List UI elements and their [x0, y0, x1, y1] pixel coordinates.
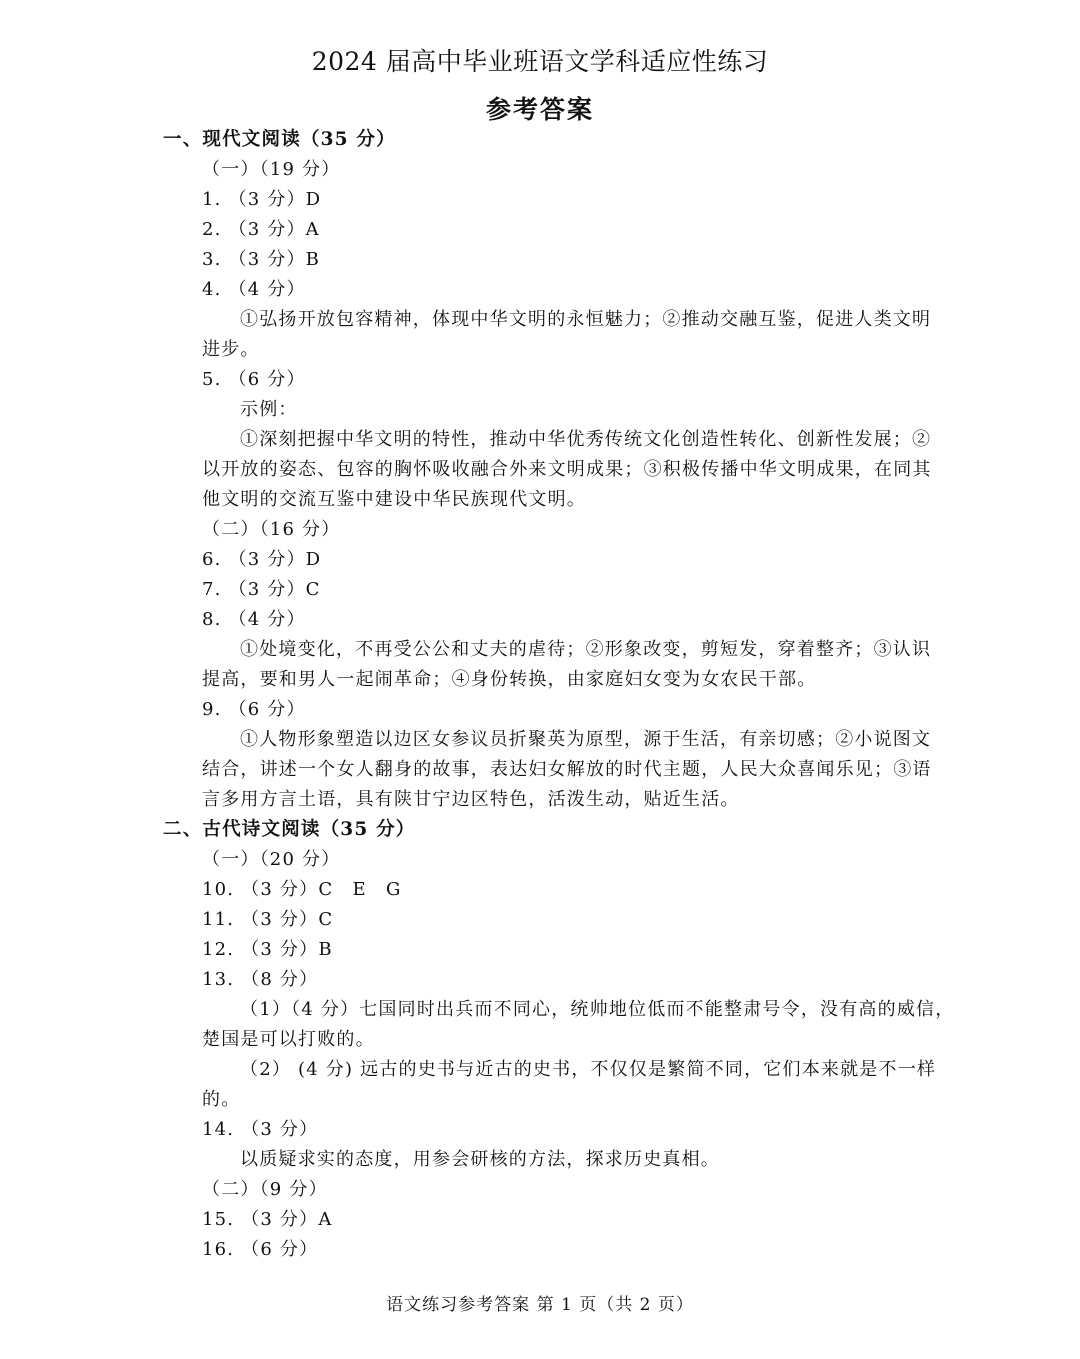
question-line: 1. （3 分）D [202, 189, 322, 210]
subsection-heading: （二）（16 分） [202, 519, 341, 540]
answer-text-continued: 提高，要和男人一起闹革命；④身份转换，由家庭妇女变为女农民干部。 [202, 669, 817, 690]
question-line: 5. （6 分） [202, 369, 306, 390]
answer-text: ①人物形象塑造以边区女参议员折聚英为原型，源于生活，有亲切感；②小说图文 [240, 729, 932, 750]
answer-text-continued: 结合，讲述一个女人翻身的故事，表达妇女解放的时代主题，人民大众喜闻乐见；③语 [202, 759, 932, 780]
answer-text: 示例： [240, 399, 298, 420]
section-heading: 二、古代诗文阅读（35 分） [163, 819, 416, 840]
answer-text-continued: 楚国是可以打败的。 [202, 1029, 375, 1050]
answer-text: ①深刻把握中华文明的特性，推动中华优秀传统文化创造性转化、创新性发展；② [240, 429, 932, 450]
question-line: 3. （3 分）B [202, 249, 321, 270]
question-line: 12. （3 分）B [202, 939, 333, 960]
subsection-heading: （二）（9 分） [202, 1179, 328, 1200]
question-line: 10. （3 分）C E G [202, 879, 402, 900]
answer-text: ①处境变化，不再受公公和丈夫的虐待；②形象改变，剪短发，穿着整齐；③认识 [240, 639, 932, 660]
answer-text: ①弘扬开放包容精神，体现中华文明的永恒魅力；②推动交融互鉴，促进人类文明 [240, 309, 932, 330]
question-line: 4. （4 分） [202, 279, 306, 300]
page-footer: 语文练习参考答案 第 1 页（共 2 页） [386, 1295, 694, 1315]
section-heading: 一、现代文阅读（35 分） [163, 129, 396, 150]
document-title: 2024 届高中毕业班语文学科适应性练习 [311, 47, 769, 76]
answer-text: （1）（4 分）七国同时出兵而不同心，统帅地位低而不能整肃号令，没有高的威信， [240, 999, 955, 1020]
question-line: 16. （6 分） [202, 1239, 319, 1260]
question-line: 2. （3 分）A [202, 219, 320, 240]
question-line: 14. （3 分） [202, 1119, 319, 1140]
question-line: 8. （4 分） [202, 609, 306, 630]
answer-text: 以质疑求实的态度，用参会研核的方法，探求历史真相。 [240, 1149, 720, 1170]
question-line: 13. （8 分） [202, 969, 319, 990]
answer-text-continued: 以开放的姿态、包容的胸怀吸收融合外来文明成果；③积极传播中华文明成果，在同其 [202, 459, 932, 480]
subsection-heading: （一）（19 分） [202, 159, 341, 180]
question-line: 9. （6 分） [202, 699, 306, 720]
question-line: 15. （3 分）A [202, 1209, 333, 1230]
answer-text: （2） (4 分) 远古的史书与近古的史书，不仅仅是繁简不同，它们本来就是不一样 [240, 1059, 937, 1080]
subsection-heading: （一）（20 分） [202, 849, 341, 870]
document-subtitle: 参考答案 [485, 95, 594, 124]
question-line: 7. （3 分）C [202, 579, 321, 600]
answer-text-continued: 言多用方言土语，具有陕甘宁边区特色，活泼生动，贴近生活。 [202, 789, 740, 810]
answer-content [0, 125, 1080, 1265]
question-line: 11. （3 分）C [202, 909, 334, 930]
answer-text-continued: 他文明的交流互鉴中建设中华民族现代文明。 [202, 489, 586, 510]
answer-text-continued: 进步。 [202, 339, 260, 360]
question-line: 6. （3 分）D [202, 549, 322, 570]
answer-text-continued: 的。 [202, 1089, 241, 1110]
